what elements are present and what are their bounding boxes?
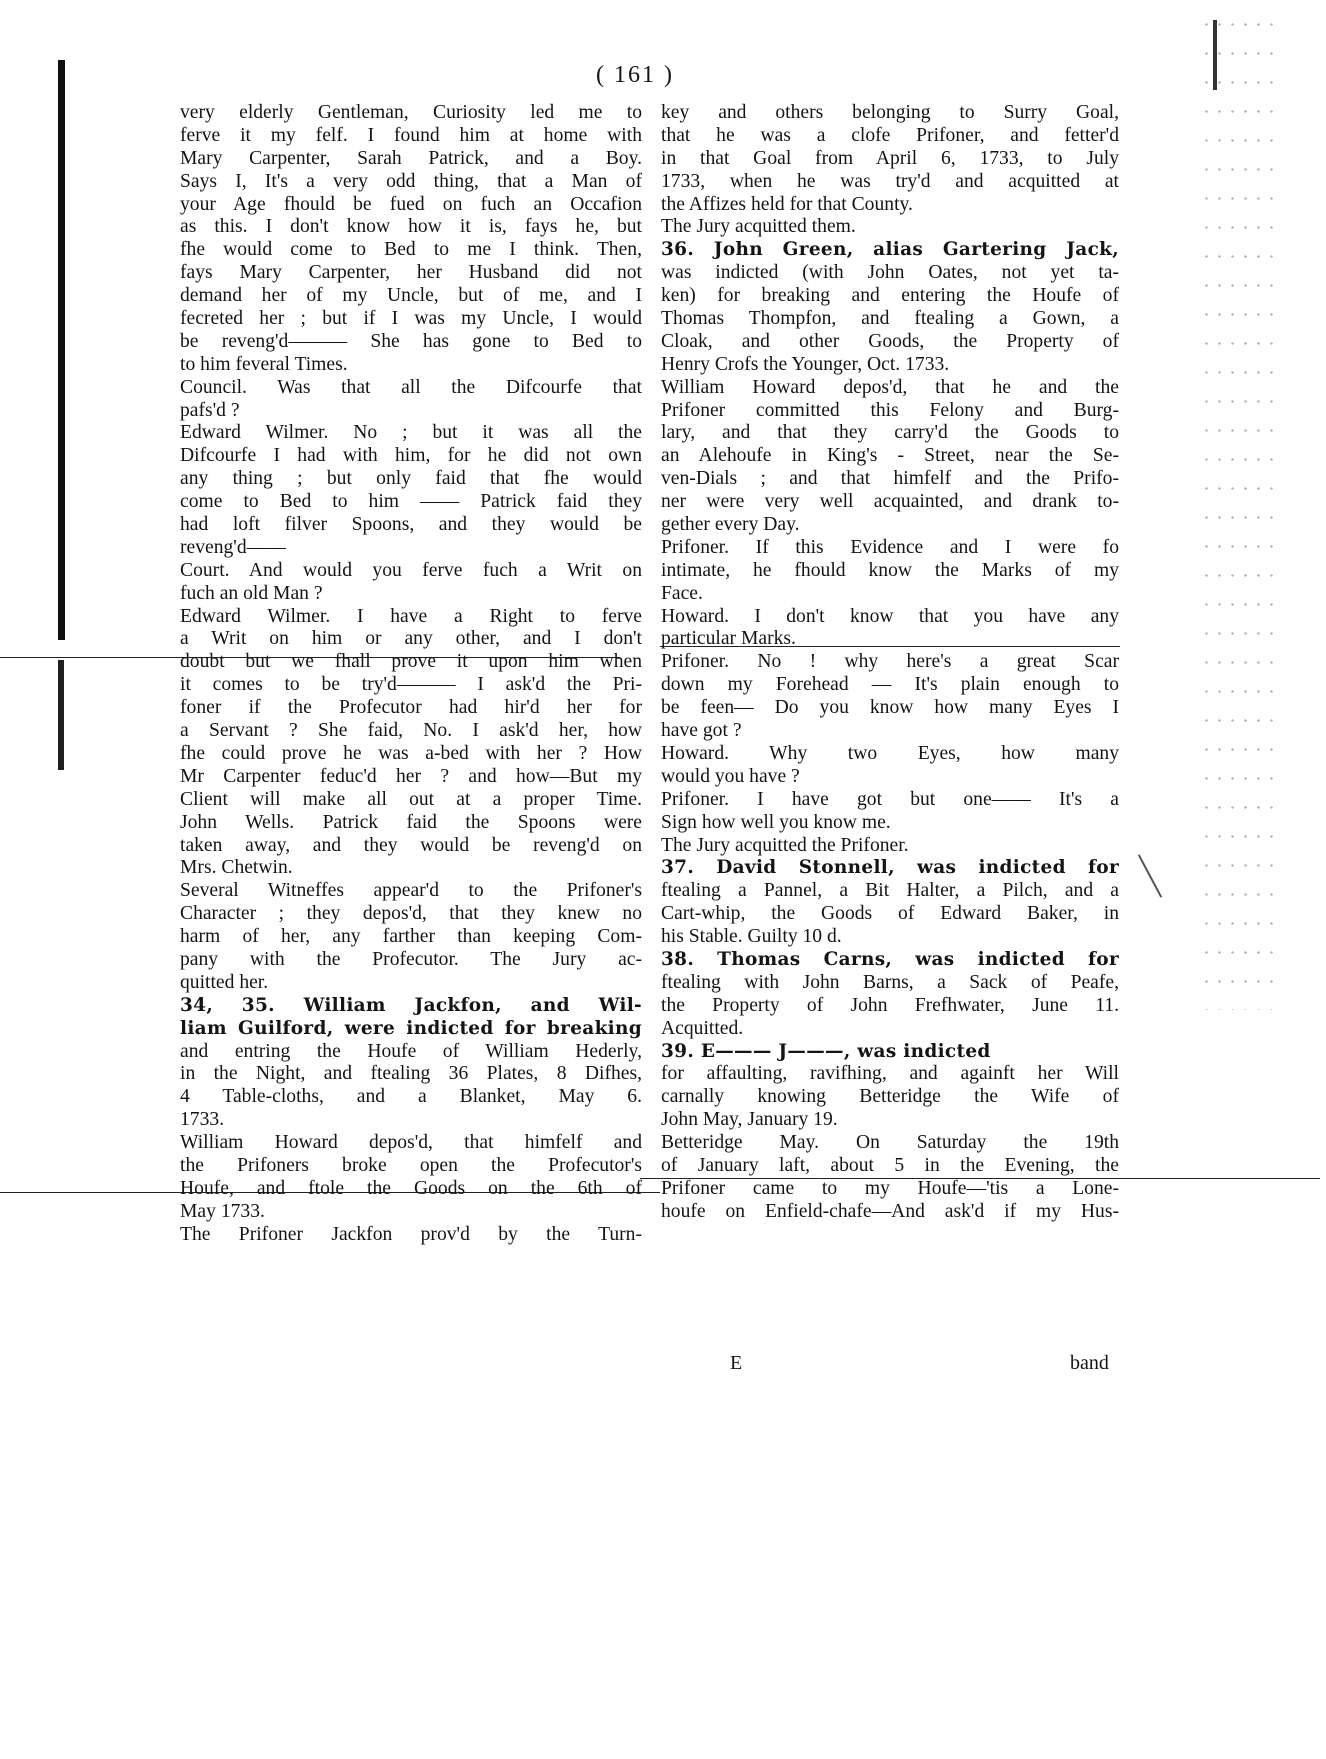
left-column-line: 4 Table-cloths, and a Blanket, May 6. bbox=[180, 1086, 642, 1108]
right-column-line: be feen— Do you know how many Eyes I bbox=[661, 697, 1119, 719]
left-column-line: reveng'd—— bbox=[180, 536, 286, 558]
left-column-line: the Prifoners broke open the Profecutor's bbox=[180, 1154, 642, 1176]
right-column-line: intimate, he fhould know the Marks of my bbox=[661, 559, 1119, 581]
right-column-line: that he was a clofe Prifoner, and fetter'd bbox=[661, 124, 1119, 146]
right-column-line: ken) for breaking and entering the Houfe of bbox=[661, 285, 1119, 307]
right-column-line: ftealing with John Barns, a Sack of Peafe, bbox=[661, 971, 1119, 993]
left-column-line: Houfe, and ftole the Goods on the 6th of bbox=[180, 1177, 642, 1199]
right-column-line: ven-Dials ; and that himfelf and the Prifo- bbox=[661, 468, 1119, 490]
left-column-line: pafs'd ? bbox=[180, 399, 240, 421]
left-column-line: and entring the Houfe of William Hederly, bbox=[180, 1040, 642, 1062]
left-column-line: Mary Carpenter, Sarah Patrick, and a Boy. bbox=[180, 147, 642, 169]
left-column-line: taken away, and they would be reveng'd on bbox=[180, 834, 642, 856]
right-column bbox=[661, 102, 1119, 1224]
left-column-line: pany with the Profecutor. The Jury ac- bbox=[180, 948, 642, 970]
left-column-line: fhe would come to Bed to me I think. Then, bbox=[180, 239, 642, 261]
right-column-line: Prifoner. If this Evidence and I were fo bbox=[661, 536, 1119, 558]
right-column-line: Face. bbox=[661, 582, 703, 604]
right-column-line: particular Marks. bbox=[661, 628, 796, 650]
binding-shadow bbox=[58, 660, 64, 770]
left-column-line: Edward Wilmer. No ; but it was all the bbox=[180, 422, 642, 444]
right-column-line: carnally knowing Betteridge the Wife of bbox=[661, 1086, 1119, 1108]
left-column-line: demand her of my Uncle, but of me, and I bbox=[180, 285, 642, 307]
right-column-line: 38. Thomas Carns, was indicted for bbox=[661, 948, 1119, 970]
right-column-line: would you have ? bbox=[661, 765, 800, 787]
right-column-line: Henry Crofs the Younger, Oct. 1733. bbox=[661, 353, 950, 375]
left-column-line: come to Bed to him —— Patrick faid they bbox=[180, 491, 642, 513]
left-column-line: fhe could prove he was a-bed with her ? How bbox=[180, 742, 642, 764]
left-column-line: 34, 35. William Jackfon, and Wil- bbox=[180, 994, 642, 1016]
left-column-line: fecreted her ; but if I was my Uncle, I would bbox=[180, 308, 642, 330]
page-number: ( 161 ) bbox=[596, 62, 674, 88]
right-column-line: Acquitted. bbox=[661, 1017, 744, 1039]
right-column-line: houfe on Enfield-chafe—And ask'd if my Hus- bbox=[661, 1200, 1119, 1222]
left-column-line: your Age fhould be fued on fuch an Occafion bbox=[180, 193, 642, 215]
left-column-line: Edward Wilmer. I have a Right to ferve bbox=[180, 605, 642, 627]
right-column-line: 39. E——— J———, was indicted bbox=[661, 1040, 991, 1062]
right-column-line: of January laft, about 5 in the Evening, the bbox=[661, 1154, 1119, 1176]
left-column-line: a Servant ? She faid, No. I ask'd her, how bbox=[180, 720, 642, 742]
left-column-line: Client will make all out at a proper Time. bbox=[180, 788, 642, 810]
left-column-line: fuch an old Man ? bbox=[180, 582, 323, 604]
left-column-line: a Writ on him or any other, and I don't bbox=[180, 628, 642, 650]
right-column-line: Howard. Why two Eyes, how many bbox=[661, 742, 1119, 764]
right-column-line: the Property of John Frefhwater, June 11. bbox=[661, 994, 1119, 1016]
right-column-line: Prifoner came to my Houfe—'tis a Lone- bbox=[661, 1177, 1119, 1199]
left-column-line: be reveng'd——— She has gone to Bed to bbox=[180, 330, 642, 352]
left-column-line: very elderly Gentleman, Curiosity led me to bbox=[180, 102, 642, 123]
left-column-line: Says I, It's a very odd thing, that a Man of bbox=[180, 170, 642, 192]
left-column-line: as this. I don't know how it is, fays he, but bbox=[180, 216, 642, 238]
right-column-line: have got ? bbox=[661, 720, 742, 742]
left-column-line: any thing ; but only faid that fhe would bbox=[180, 468, 642, 490]
page-edge-speckle bbox=[1200, 10, 1280, 1010]
left-column-line: John Wells. Patrick faid the Spoons were bbox=[180, 811, 642, 833]
right-column-line: Sign how well you know me. bbox=[661, 811, 891, 833]
left-column-line: Difcourfe I had with him, for he did not own bbox=[180, 445, 642, 467]
left-column-line: Mrs. Chetwin. bbox=[180, 857, 293, 879]
right-column-line: in that Goal from April 6, 1733, to July bbox=[661, 147, 1119, 169]
left-column-line: Character ; they depos'd, that they knew no bbox=[180, 903, 642, 925]
right-column-line: was indicted (with John Oates, not yet ta- bbox=[661, 262, 1119, 284]
right-column-line: Prifoner committed this Felony and Burg- bbox=[661, 399, 1119, 421]
right-column-line: Betteridge May. On Saturday the 19th bbox=[661, 1132, 1119, 1154]
right-column-line: Prifoner. I have got but one—— It's a bbox=[661, 788, 1119, 810]
right-column-line: The Jury acquitted the Prifoner. bbox=[661, 834, 909, 856]
right-column-line: Howard. I don't know that you have any bbox=[661, 605, 1119, 627]
left-column-line: had loft filver Spoons, and they would be bbox=[180, 514, 642, 536]
binding-shadow bbox=[58, 60, 65, 640]
left-column-line: ferve it my felf. I found him at home with bbox=[180, 124, 642, 146]
left-column-line: quitted her. bbox=[180, 971, 269, 993]
right-column-line: Thomas Thompfon, and ftealing a Gown, a bbox=[661, 308, 1119, 330]
right-column-line: lary, and that they carry'd the Goods to bbox=[661, 422, 1119, 444]
left-column-line: to him feveral Times. bbox=[180, 353, 348, 375]
right-column-line: down my Forehead — It's plain enough to bbox=[661, 674, 1119, 696]
left-column-line: in the Night, and ftealing 36 Plates, 8 Difhes, bbox=[180, 1063, 642, 1085]
catchword: band bbox=[1070, 1352, 1109, 1374]
right-column-line: ftealing a Pannel, a Bit Halter, a Pilch, and a bbox=[661, 880, 1119, 902]
left-column-line: 1733. bbox=[180, 1109, 225, 1131]
page-edge-mark bbox=[1213, 20, 1217, 90]
left-column-line: Mr Carpenter feduc'd her ? and how—But my bbox=[180, 765, 642, 787]
right-column-line: key and others belonging to Surry Goal, bbox=[661, 102, 1119, 123]
right-column-line: William Howard depos'd, that he and the bbox=[661, 376, 1119, 398]
left-column-line: Several Witneffes appear'd to the Prifoner's bbox=[180, 880, 642, 902]
left-column-line: harm of her, any farther than keeping Com- bbox=[180, 926, 642, 948]
left-column-line: May 1733. bbox=[180, 1200, 265, 1222]
left-column-line: fays Mary Carpenter, her Husband did not bbox=[180, 262, 642, 284]
right-column-line: his Stable. Guilty 10 d. bbox=[661, 926, 842, 948]
right-column-line: gether every Day. bbox=[661, 514, 800, 536]
left-column-line: doubt but we fhall prove it upon him when bbox=[180, 651, 642, 673]
right-column-line: ner were very well acquainted, and drank to- bbox=[661, 491, 1119, 513]
left-column-line: it comes to be try'd——— I ask'd the Pri- bbox=[180, 674, 642, 696]
right-column-line: Cart-whip, the Goods of Edward Baker, in bbox=[661, 903, 1119, 925]
left-column-line: Court. And would you ferve fuch a Writ on bbox=[180, 559, 642, 581]
right-column-line: John May, January 19. bbox=[661, 1109, 838, 1131]
right-column-line: an Alehoufe in King's - Street, near the Se- bbox=[661, 445, 1119, 467]
left-column-line: liam Guilford, were indicted for breaking bbox=[180, 1017, 642, 1039]
stray-mark bbox=[1138, 854, 1162, 897]
left-column-line: William Howard depos'd, that himfelf and bbox=[180, 1132, 642, 1154]
left-column-line: The Prifoner Jackfon prov'd by the Turn- bbox=[180, 1223, 642, 1245]
right-column-line: the Affizes held for that County. bbox=[661, 193, 913, 215]
left-column bbox=[180, 102, 642, 1247]
right-column-line: The Jury acquitted them. bbox=[661, 216, 856, 238]
right-column-line: Cloak, and other Goods, the Property of bbox=[661, 330, 1119, 352]
right-column-line: 36. John Green, alias Gartering Jack, bbox=[661, 239, 1119, 261]
left-column-line: foner if the Profecutor had hir'd her for bbox=[180, 697, 642, 719]
left-column-line: Council. Was that all the Difcourfe that bbox=[180, 376, 642, 398]
right-column-line: for affaulting, ravifhing, and againft her Will bbox=[661, 1063, 1119, 1085]
right-column-line: 1733, when he was try'd and acquitted at bbox=[661, 170, 1119, 192]
right-column-line: Prifoner. No ! why here's a great Scar bbox=[661, 651, 1119, 673]
signature-mark: E bbox=[730, 1352, 743, 1374]
right-column-line: 37. David Stonnell, was indicted for bbox=[661, 857, 1119, 879]
